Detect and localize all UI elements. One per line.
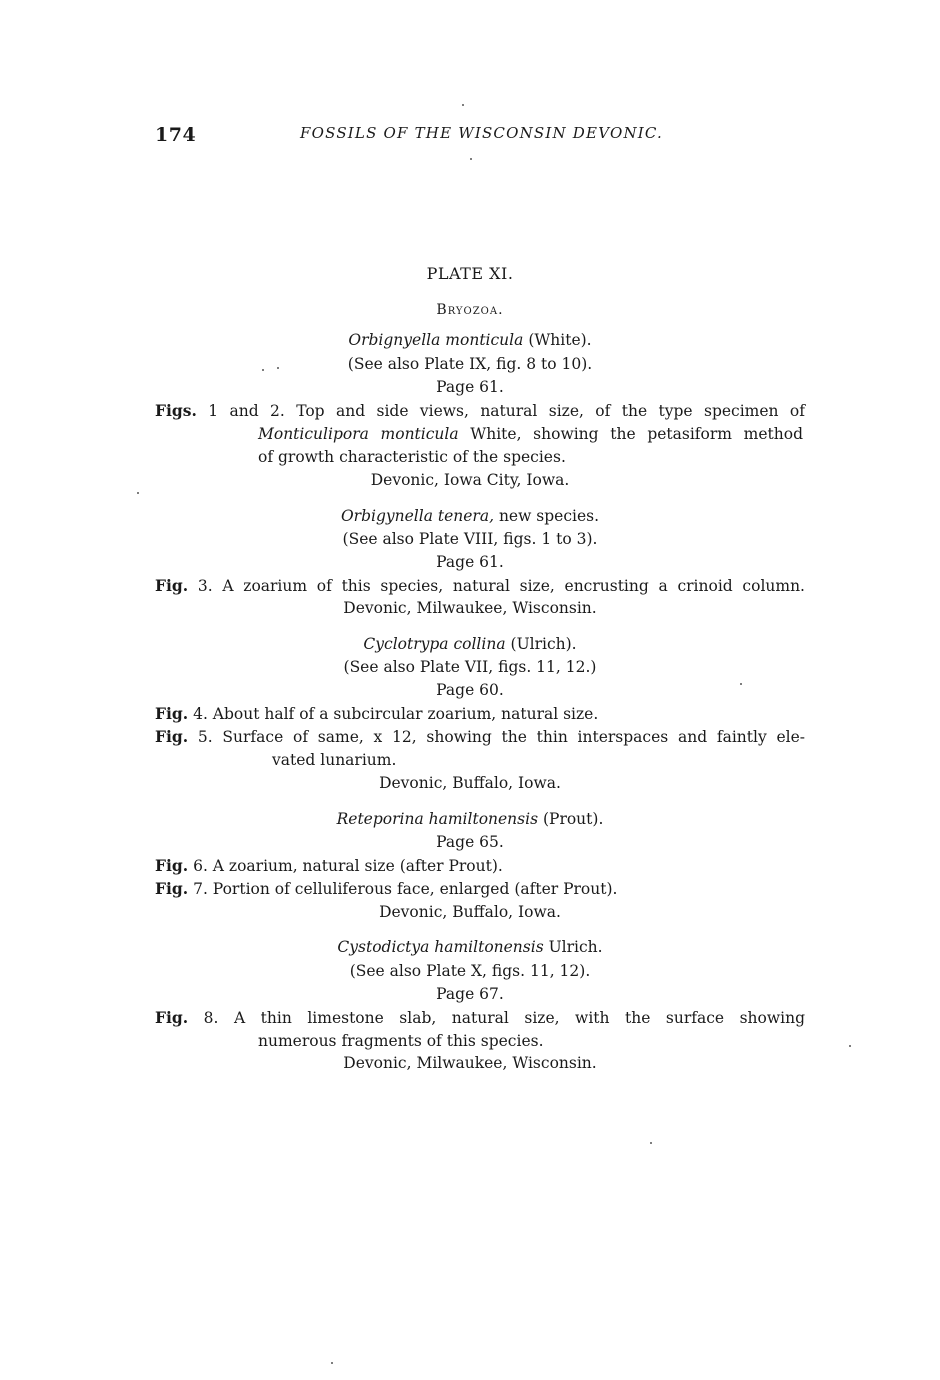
species-heading: [0, 506, 940, 526]
locality: Devonic, Milwaukee, Wisconsin.: [343, 599, 597, 617]
figure-caption: [155, 856, 805, 876]
figure-text: 1 and 2. Top and side views, natural size, of the type specimen of: [208, 402, 805, 420]
species-name: Orbignyella monticula: [348, 331, 524, 349]
page-reference: Page 65.: [436, 833, 504, 851]
figure-caption-continued: [258, 424, 803, 444]
page-reference: Page 67.: [436, 985, 504, 1003]
species-heading: [0, 330, 940, 350]
page-reference: Page 60.: [436, 681, 504, 699]
scan-speck: [650, 1142, 652, 1144]
figure-text: 6. A zoarium, natural size (after Prout).: [193, 857, 503, 875]
figure-text: White, showing the petasiform method: [458, 425, 804, 443]
species-name: Cystodictya hamiltonensis: [337, 938, 544, 956]
synonym-name: Monticulipora monticula: [258, 425, 459, 443]
figure-caption: [155, 1008, 805, 1028]
page-reference: Page 61.: [436, 378, 504, 396]
scan-speck: [262, 369, 264, 371]
figure-label: Figs.: [155, 401, 197, 420]
figure-caption-continued: numerous fragments of this species.: [258, 1032, 544, 1050]
figure-caption-continued: of growth characteristic of the species.: [258, 448, 566, 466]
figure-caption: [155, 401, 805, 421]
species-author: (White).: [528, 331, 592, 349]
scan-speck: [849, 1045, 851, 1047]
locality: Devonic, Buffalo, Iowa.: [379, 903, 561, 921]
locality: Devonic, Milwaukee, Wisconsin.: [343, 1054, 597, 1072]
species-name: Cyclotrypa collina: [363, 635, 506, 653]
species-author: new species.: [498, 507, 600, 525]
figure-text: 3. A zoarium of this species, natural size, encrusting a crinoid column.: [197, 577, 805, 595]
figure-caption: [155, 727, 805, 747]
figure-caption: [155, 704, 805, 724]
figure-label: Fig.: [155, 704, 189, 723]
figure-label: Fig.: [155, 576, 189, 595]
species-heading: [0, 809, 940, 829]
plate-group: Bryozoa.: [436, 302, 504, 318]
page-reference: Page 61.: [436, 553, 504, 571]
scan-speck: [470, 158, 472, 160]
locality: Devonic, Iowa City, Iowa.: [370, 471, 570, 489]
species-heading: [0, 937, 940, 957]
see-also: (See also Plate VIII, figs. 1 to 3).: [342, 530, 598, 548]
figure-label: Fig.: [155, 1008, 189, 1027]
page-number: 174: [155, 124, 197, 146]
figure-caption-continued: vated lunarium.: [272, 751, 397, 769]
figure-text: 7. Portion of celluliferous face, enlarged (after Prout).: [193, 880, 618, 898]
species-name: Reteporina hamiltonensis: [336, 810, 539, 828]
figure-caption: [155, 879, 805, 899]
scan-speck: [277, 367, 279, 369]
figure-caption: [155, 576, 805, 596]
figure-text: 4. About half of a subcircular zoarium, natural size.: [193, 705, 599, 723]
figure-label: Fig.: [155, 879, 189, 898]
species-author: (Ulrich).: [510, 635, 577, 653]
species-name: Orbigynella tenera,: [340, 507, 495, 525]
running-title: FOSSILS OF THE WISCONSIN DEVONIC.: [300, 124, 664, 142]
species-author: Ulrich.: [548, 938, 603, 956]
scan-speck: [331, 1362, 333, 1364]
figure-text: 8. A thin limestone slab, natural size, with the surface showing: [203, 1009, 805, 1027]
scan-speck: [462, 104, 464, 106]
species-author: (Prout).: [542, 810, 604, 828]
locality: Devonic, Buffalo, Iowa.: [379, 774, 561, 792]
figure-text: 5. Surface of same, x 12, showing the thin interspaces and faintly ele-: [197, 728, 805, 746]
see-also: (See also Plate IX, fig. 8 to 10).: [347, 355, 593, 373]
plate-title: PLATE XI.: [426, 264, 514, 283]
scan-speck: [137, 492, 139, 494]
scan-speck: [740, 683, 742, 685]
species-heading: [0, 634, 940, 654]
figure-label: Fig.: [155, 727, 189, 746]
figure-label: Fig.: [155, 856, 189, 875]
see-also: (See also Plate VII, figs. 11, 12.): [343, 658, 597, 676]
see-also: (See also Plate X, figs. 11, 12).: [349, 962, 591, 980]
